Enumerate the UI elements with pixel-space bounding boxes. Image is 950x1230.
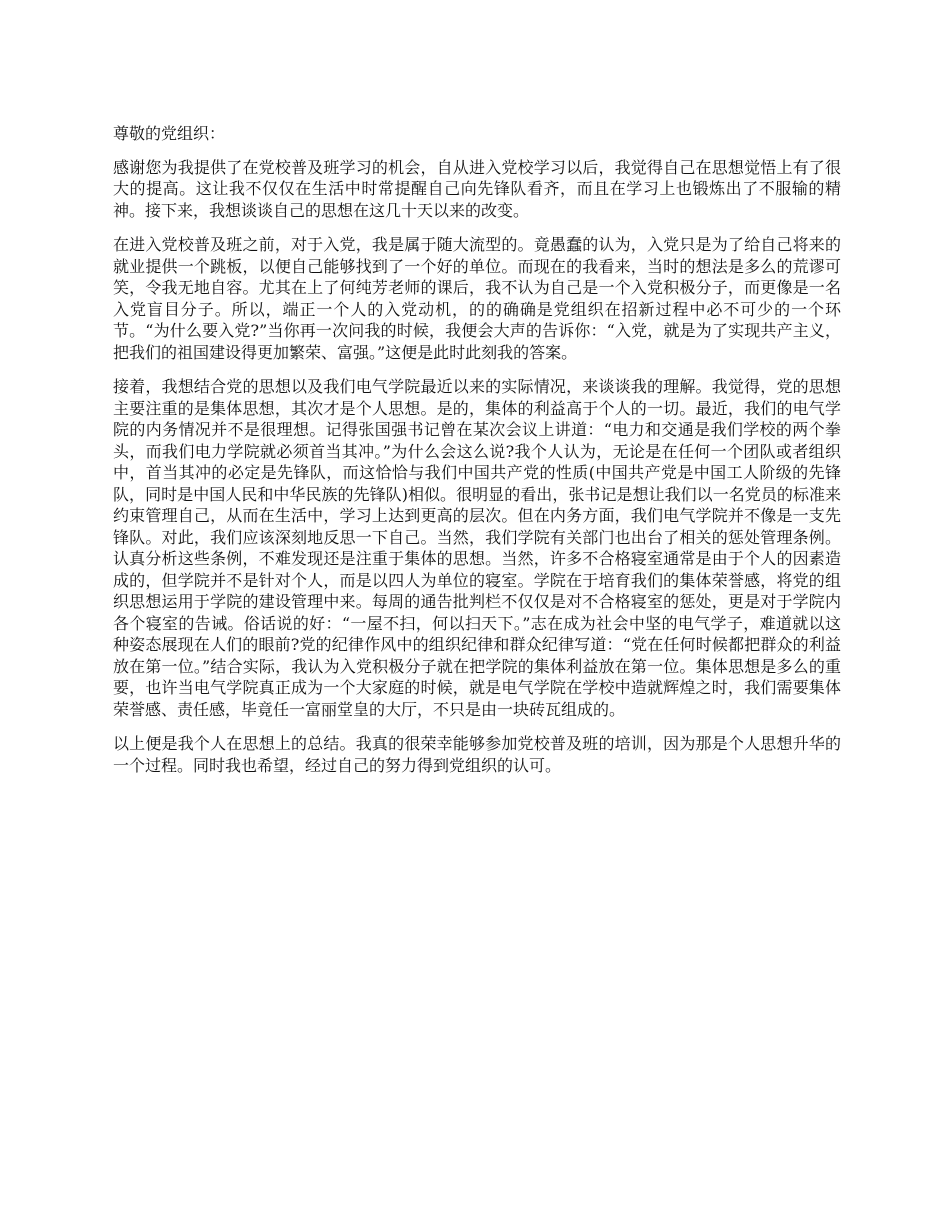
paragraph-3: 接着，我想结合党的思想以及我们电气学院最近以来的实际情况，来谈谈我的理解。我觉得，党的思想主要注重的是集体思想，其次才是个人思想。是的，集体的利益高于个人的一切。最近，我们的电气学院的内务情况并不是很理想。记得张国强书记曾在某次会议上讲道：“电力和交通是我们学校的两个拳头，而我们电力学院就必须首当其冲。”为什么会这么说?我个人认为，无论是在任何一个团队或者组织中，首当其冲的必定是先锋队，而这恰恰与我们中国共产党的性质(中国共产党是中国工人阶级的先锋队，同时是中国人民和中华民族的先锋队)相似。很明显的看出，张书记是想让我们以一名党员的标准来约束管理自己，从而在生活中，学习上达到更高的层次。但在内务方面，我们电气学院并不像是一支先锋队。对此，我们应该深刻地反思一下自己。当然，我们学院有关部门也出台了相关的惩处管理条例。认真分析这些条例，不难发现还是注重于集体的思想。当然，许多不合格寝室通常是由于个人的因素造成的，但学院并不是针对个人，而是以四人为单位的寝室。学院在于培育我们的集体荣誉感，将党的组织思想运用于学院的建设管理中来。每周的通告批判栏不仅仅是对不合格寝室的惩处，更是对于学院内各个寝室的告诫。俗话说的好：“一屋不扫，何以扫天下。”志在成为社会中坚的电气学子，难道就以这种姿态展现在人们的眼前?党的纪律作风中的组织纪律和群众纪律写道：“党在任何时候都把群众的利益放在第一位。”结合实际，我认为入党积极分子就在把学院的集体利益放在第一位。集体思想是多么的重要，也许当电气学院真正成为一个大家庭的时候，就是电气学院在学校中造就辉煌之时，我们需要集体荣誉感、责任感，毕竟任一富丽堂皇的大厅，不只是由一块砖瓦组成的。 bbox=[113, 377, 841, 719]
paragraph-1: 感谢您为我提供了在党校普及班学习的机会，自从进入党校学习以后，我觉得自己在思想觉悟上有了很大的提高。这让我不仅仅在生活中时常提醒自己向先锋队看齐，而且在学习上也锻炼出了不服输的精神。接下来，我想谈谈自己的思想在这几十天以来的改变。 bbox=[113, 157, 841, 220]
letter-body bbox=[113, 123, 841, 789]
paragraph-4: 以上便是我个人在思想上的总结。我真的很荣幸能够参加党校普及班的培训，因为那是个人思想升华的一个过程。同时我也希望，经过自己的努力得到党组织的认可。 bbox=[113, 734, 841, 775]
paragraph-2: 在进入党校普及班之前，对于入党，我是属于随大流型的。竟愚蠢的认为，入党只是为了给自己将来的就业提供一个跳板，以便自己能够找到了一个好的单位。而现在的我看来，当时的想法是多么的荒谬可笑，令我无地自容。尤其在上了何纯芳老师的课后，我不认为自己是一个入党积极分子，而更像是一名入党盲目分子。所以，端正一个人的入党动机，的的确确是党组织在招新过程中必不可少的一个环节。“为什么要入党?”当你再一次问我的时候，我便会大声的告诉你：“入党，就是为了实现共产主义，把我们的祖国建设得更加繁荣、富强。”这便是此时此刻我的答案。 bbox=[113, 235, 841, 362]
salutation: 尊敬的党组织： bbox=[113, 124, 226, 143]
